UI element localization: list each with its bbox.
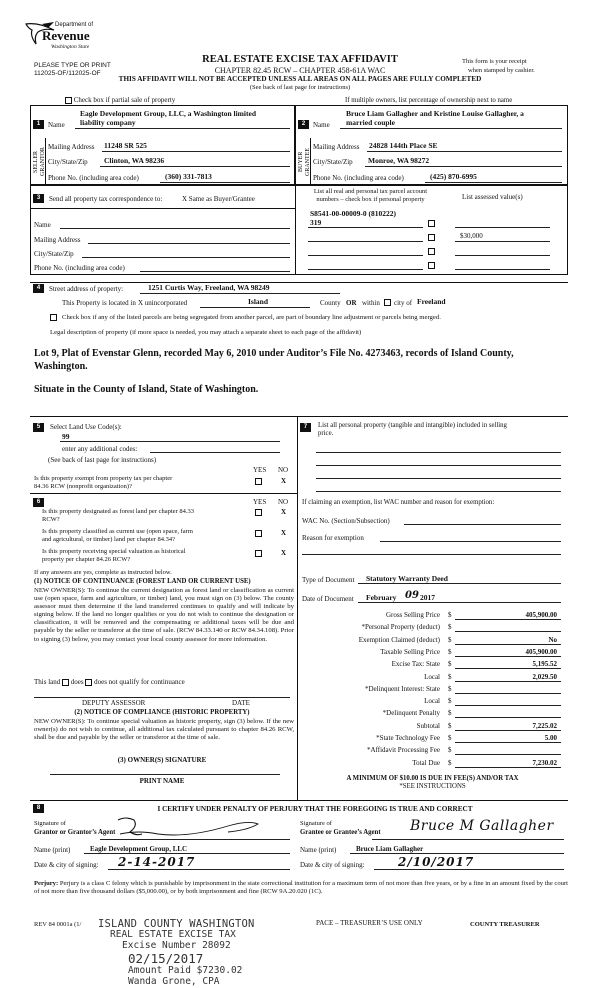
fee-row-line (455, 644, 561, 645)
fee-row-currency: $ (448, 660, 452, 669)
seller-phone[interactable]: (360) 331-7813 (165, 172, 212, 181)
parcel-head-2: numbers – check box if personal property (316, 196, 425, 203)
fee-row-line (455, 656, 561, 657)
buyer-mail-label: Mailing Address (313, 143, 360, 151)
treasurer-stamp (98, 918, 338, 988)
grantor-date[interactable]: 2-14-2017 (118, 855, 196, 869)
certify-statement: I CERTIFY UNDER PENALTY OF PERJURY THAT THE FOREGOING IS TRUE AND CORRECT (157, 805, 473, 813)
fee-row-currency: $ (448, 611, 452, 619)
buyer-name-1: Bruce Liam Gallagher and Kristine Louise Gallagher, a (346, 109, 524, 118)
fee-row-currency: $ (448, 758, 452, 767)
seller-name-2: liability company (80, 118, 136, 127)
stamp-line-date: 02/15/2017 (128, 950, 204, 966)
please-type: PLEASE TYPE OR PRINT (34, 62, 111, 69)
doc-date-month[interactable]: February (366, 593, 397, 602)
fee-row-line (455, 742, 561, 743)
historic-q2: property per chapter 84.26 RCW? (42, 556, 131, 563)
grantee-name-label: Name (print) (300, 846, 337, 854)
revenue-logo: Revenue (42, 28, 90, 43)
grantor-sig-label: Signature of (34, 820, 66, 827)
personal-prop-1: List all personal property (tangible and intangible) included in selling (318, 422, 507, 429)
buyer-city-label: City/State/Zip (313, 158, 353, 166)
fee-row-label: *Delinquent Interest: State (364, 684, 440, 693)
within-label: within (362, 299, 380, 307)
historic-q1: Is this property receiving special valuation as historical (42, 548, 186, 555)
stamp-line-signer: Wanda Grone, CPA (128, 976, 220, 988)
does-text: does (70, 678, 84, 686)
see-instructions: *SEE INSTRUCTIONS (399, 783, 466, 790)
fee-row-value[interactable]: 2,029.50 (532, 672, 557, 681)
stamp-line-excise: Excise Number 28092 (122, 939, 231, 951)
s3-phone-label: Phone No. (including area code) (34, 264, 125, 272)
multiple-owners-note: If multiple owners, list percentage of ownership next to name (345, 97, 513, 104)
doc-date-year[interactable]: 2017 (420, 593, 435, 602)
city-value[interactable]: Freeland (417, 297, 446, 306)
fee-row-currency: $ (448, 672, 452, 681)
receipt-note-2: when stamped by cashier. (468, 67, 535, 74)
stamp-line-county: ISLAND COUNTY WASHINGTON (98, 918, 255, 930)
exempt-q2: 84.36 RCW (nonprofit organization)? (34, 483, 132, 490)
fee-row-label: Local (424, 672, 440, 681)
fee-row-currency: $ (448, 647, 452, 656)
parcel-2-checkbox[interactable] (428, 234, 435, 241)
s6-yes: YES (253, 498, 267, 506)
section-4-number: 4 (33, 284, 44, 293)
street-address[interactable]: 1251 Curtis Way, Freeland, WA 98249 (148, 283, 270, 292)
s5-no: NO (278, 466, 289, 474)
does-checkbox[interactable] (62, 679, 69, 686)
fee-row-line (455, 668, 561, 669)
additional-codes-label: enter any additional codes: (62, 445, 138, 453)
fee-row-label: Gross Selling Price (385, 611, 440, 619)
s3-name-label: Name (34, 221, 51, 229)
see-back-note: (See back of last page for instructions) (249, 84, 351, 91)
s5-yes: YES (253, 466, 267, 474)
grantee-date-label: Date & city of signing: (300, 861, 365, 869)
seller-name-1: Eagle Development Group, LLC, a Washington limited (80, 109, 256, 118)
perjury-text: Perjury is a class C felony which is punishable by imprisonment in the state correctional institution for a maximum term of not more than five years, or by a fine in an amount fixed by the court of not more than five thousand dollars ($5,000.00), or by both imprisonment and fine (RCW 9A.20.020 (1C). (34, 880, 568, 896)
compliance-body: NEW OWNER(S): To continue special valuation as historic property, sign (3) below. If the new owner(s) do not wish to continue, all additional tax calculated pursuant to chapter 84.26 RCW, shall be due and payable by the seller or transferor at the time of sale. (34, 718, 294, 742)
correspondence-label: Send all property tax correspondence to: (49, 195, 163, 203)
fee-row-value[interactable]: 5.00 (544, 734, 557, 742)
legal-desc-label: Legal description of property (if more space is needed, you may attach a separate sheet to each page of the affidavit) (50, 329, 362, 336)
section-8-number: 8 (33, 804, 44, 813)
section-6-number: 6 (33, 498, 44, 507)
exempt-q1: Is this property exempt from property tax per chapter (34, 475, 173, 482)
fee-row-line (455, 767, 561, 768)
partial-sale-checkbox[interactable] (65, 97, 72, 104)
current-use-yes-checkbox[interactable] (255, 530, 262, 537)
historic-no-mark[interactable]: X (281, 549, 287, 557)
dept-label: Department of (55, 22, 94, 28)
forest-q1: Is this property designated as forest land per chapter 84.33 (42, 508, 194, 515)
buyer-phone[interactable]: (425) 870-6995 (430, 172, 477, 181)
seller-mail[interactable]: 11248 SR 525 (104, 141, 147, 150)
wac-label: WAC No. (Section/Subsection) (302, 517, 390, 525)
assessed-value[interactable]: $30,000 (460, 232, 483, 240)
fee-row-currency: $ (448, 721, 452, 730)
doc-date-label: Date of Document (302, 595, 354, 603)
compliance-head: (2) NOTICE OF COMPLIANCE (HISTORIC PROPERTY) (74, 709, 250, 716)
county-value[interactable]: Island (248, 297, 269, 306)
print-name-label: PRINT NAME (139, 777, 185, 785)
deputy-assessor-label: DEPUTY ASSESSOR (82, 699, 146, 707)
fee-row-value[interactable]: 7,225.02 (532, 721, 557, 730)
fee-row-value[interactable]: 405,900.00 (525, 611, 557, 619)
exempt-no-mark[interactable]: X (281, 477, 287, 485)
parcel-4-checkbox[interactable] (428, 262, 435, 269)
s3-mail-label: Mailing Address (34, 236, 81, 244)
county-label: County (320, 299, 341, 307)
assessor-date-label: DATE (232, 699, 250, 707)
fee-row-line (455, 631, 561, 632)
fee-row-line (455, 730, 561, 731)
fee-row-line (455, 619, 561, 620)
city-of-label: city of (394, 299, 413, 307)
grantee-name[interactable]: Bruce Liam Gallagher (356, 845, 424, 853)
grantor-agent-label: Grantor or Grantor’s Agent (34, 829, 116, 836)
forest-q2: RCW? (42, 516, 60, 523)
fee-row-value[interactable]: 405,900.00 (525, 647, 557, 656)
fee-row-label: Exemption Claimed (deduct) (358, 635, 440, 644)
seller-name-label: Name (48, 121, 65, 129)
reason-label: Reason for exemption (302, 534, 364, 542)
seller-phone-label: Phone No. (including area code) (48, 174, 139, 182)
form-number: 112025-OF/112025-OF (34, 70, 101, 77)
buyer-city[interactable]: Monroe, WA 98272 (368, 156, 430, 165)
s6-no: NO (278, 498, 289, 506)
fee-row-currency: $ (448, 697, 452, 706)
seller-city-label: City/State/Zip (48, 158, 88, 166)
partial-sale-label: Check box if partial sale of property (73, 96, 176, 104)
fee-row-label: Excise Tax: State (391, 660, 440, 669)
or-label: OR (346, 299, 357, 307)
fee-row-line (455, 754, 561, 755)
buyer-side-label: BUYER GRANTEE (298, 148, 311, 176)
street-label: Street address of property: (49, 285, 124, 293)
same-as-buyer[interactable]: X Same as Buyer/Grantee (182, 195, 255, 203)
does-not-text: does not qualify for continuance (94, 678, 185, 686)
county-treasurer-label: COUNTY TREASURER (470, 921, 540, 928)
this-land-label (34, 678, 185, 686)
grantee-sig-label: Signature of (300, 820, 332, 827)
doc-date-day[interactable]: 09 (405, 590, 419, 601)
buyer-name-label: Name (313, 121, 330, 129)
parcel-head-1: List all real and personal tax parcel account (313, 188, 428, 195)
section-1-number: 1 (33, 120, 44, 129)
land-use-code[interactable]: 99 (62, 432, 70, 441)
fee-row-currency: $ (448, 635, 452, 644)
grantee-signature: Bruce M Gallagher (410, 818, 554, 834)
stamp-line-amount: Amount Paid $7230.02 (128, 965, 243, 977)
unincorporated[interactable]: X unincorporated (138, 299, 188, 307)
fee-row-currency: $ (448, 746, 452, 755)
doc-type-label: Type of Document (302, 576, 355, 584)
current-use-q1: Is this property classified as current use (open space, farm (42, 528, 193, 535)
current-use-q2: and agricultural, or timber) land per chapter 84.34? (42, 536, 176, 543)
stamp-line-ret: REAL ESTATE EXCISE TAX (110, 929, 236, 941)
fee-row-line (455, 693, 561, 694)
exempt-yes-checkbox[interactable] (255, 478, 262, 485)
fee-row-currency: $ (448, 684, 452, 693)
fee-row-label: *Personal Property (deduct) (361, 623, 440, 632)
legal-desc-1: Lot 9, Plat of Evenstar Glenn, recorded May 6, 2010 under Auditor’s File No. 4273463, records of Island County, (34, 348, 514, 359)
fee-row-label: *Delinquent Penalty (382, 709, 440, 718)
located-label: This Property is located in (62, 299, 136, 307)
parcel-2[interactable]: 319 (310, 218, 322, 227)
seller-side-label: SELLER GRANTOR (33, 147, 46, 177)
form-subtitle: CHAPTER 82.45 RCW – CHAPTER 458-61A WAC (214, 66, 386, 75)
form-title: REAL ESTATE EXCISE TAX AFFIDAVIT (202, 54, 398, 65)
exemption-label: If claiming an exemption, list WAC number and reason for exemption: (302, 499, 495, 506)
this-land-text: This land (34, 678, 61, 686)
dor-logo (22, 20, 112, 54)
fee-row-currency: $ (448, 709, 452, 718)
if-yes-note: If any answers are yes, complete as instructed below. (34, 569, 172, 576)
fee-row-line (455, 705, 561, 706)
section-2-number: 2 (298, 120, 309, 129)
buyer-name-2: married couple (346, 118, 395, 127)
grantor-name[interactable]: Eagle Development Group, LLC (90, 845, 188, 853)
seller-city[interactable]: Clinton, WA 98236 (104, 156, 165, 165)
segregated-label: Check box if any of the listed parcels are being segregated from another parcel, are part of boundary line adjustment or parcels being merged. (62, 314, 441, 321)
assessed-head: List assessed value(s) (462, 193, 523, 201)
legal-desc-3: Situate in the County of Island, State of Washington. (34, 384, 259, 395)
rev-form-number: REV 84 0001a (1/ (34, 921, 82, 928)
perjury-label: Perjury: (34, 880, 59, 887)
section-5-number: 5 (33, 423, 44, 432)
fee-row-value[interactable]: 5,195.52 (532, 660, 557, 669)
grantor-name-label: Name (print) (34, 846, 71, 854)
owner-signature-label: (3) OWNER(S) SIGNATURE (117, 756, 207, 764)
treasurer-use-label: PACE – TREASURER’S USE ONLY (316, 919, 423, 927)
grantor-date-label: Date & city of signing: (34, 861, 99, 869)
fee-row-label: Local (424, 697, 440, 706)
section-7-number: 7 (300, 423, 311, 432)
doc-type[interactable]: Statutory Warranty Deed (366, 574, 448, 583)
continuance-head: (1) NOTICE OF CONTINUANCE (FOREST LAND OR CURRENT USE) (34, 578, 251, 585)
current-use-no-mark[interactable]: X (281, 529, 287, 537)
fee-row-line (455, 681, 561, 682)
s3-city-label: City/State/Zip (34, 250, 74, 258)
fee-row-currency: $ (448, 623, 452, 632)
legal-desc-2: Washington. (34, 361, 88, 372)
fee-row-label: Taxable Selling Price (380, 647, 440, 656)
parcel-3-checkbox[interactable] (428, 248, 435, 255)
fee-row-value[interactable]: 7,230.02 (532, 758, 557, 767)
fee-row-label: *Affidavit Processing Fee (367, 746, 440, 755)
seller-mail-label: Mailing Address (48, 143, 95, 151)
parcel-1[interactable]: S8541-00-00009-0 (810222) (310, 209, 397, 218)
forest-yes-checkbox[interactable] (255, 509, 262, 516)
fee-row-line (455, 717, 561, 718)
form-warning: THIS AFFIDAVIT WILL NOT BE ACCEPTED UNLESS ALL AREAS ON ALL PAGES ARE FULLY COMPLETED (118, 75, 482, 83)
buyer-mail[interactable]: 24828 144th Place SE (369, 141, 438, 150)
state-label: Washington State (51, 44, 90, 50)
forest-no-mark[interactable]: X (281, 508, 287, 516)
does-not-checkbox[interactable] (85, 679, 92, 686)
fee-row-value[interactable]: No (548, 635, 557, 644)
buyer-phone-label: Phone No. (including area code) (313, 174, 404, 182)
fee-row-label: Total Due (412, 758, 440, 767)
personal-prop-2: price. (318, 430, 334, 437)
segregated-checkbox[interactable] (50, 314, 57, 321)
grantor-signature (108, 814, 278, 840)
perjury-notice (34, 880, 568, 897)
parcel-1-checkbox[interactable] (428, 220, 435, 227)
continuance-body: NEW OWNER(S): To continue the current designation as forest land or classification as current use (open space, farm and agriculture, or timber) land, you must sign on (3) below. The county assessor must then determine if the land transferred continues to qualify and will indicate by signing below. If the land no longer qualifies or you do not wish to continue the designation or classification, it will be removed and the compensating or additional taxes will be due and payable by the seller or transferor at the time of sale. (RCW 84.33.140 or RCW 84.34.108). Prior to signing (3) below, you may contact your local county assessor for more information. (34, 587, 294, 643)
partial-sale (65, 96, 175, 104)
grantee-agent-label: Grantee or Grantee’s Agent (300, 829, 381, 836)
land-use-label: Select Land Use Code(s): (50, 423, 122, 431)
minimum-note: A MINIMUM OF $10.00 IS DUE IN FEE(S) AND/OR TAX (346, 775, 519, 782)
section-3-number: 3 (33, 194, 44, 203)
land-use-see-back: (See back of last page for instructions) (48, 456, 157, 464)
fee-row-currency: $ (448, 734, 452, 742)
grantee-date[interactable]: 2/10/2017 (398, 855, 475, 869)
receipt-note-1: This form is your receipt (462, 58, 527, 65)
historic-yes-checkbox[interactable] (255, 550, 262, 557)
fee-row-label: Subtotal (416, 721, 440, 730)
within-city-checkbox[interactable] (384, 299, 391, 306)
fee-row-label: *State Technology Fee (376, 734, 440, 742)
